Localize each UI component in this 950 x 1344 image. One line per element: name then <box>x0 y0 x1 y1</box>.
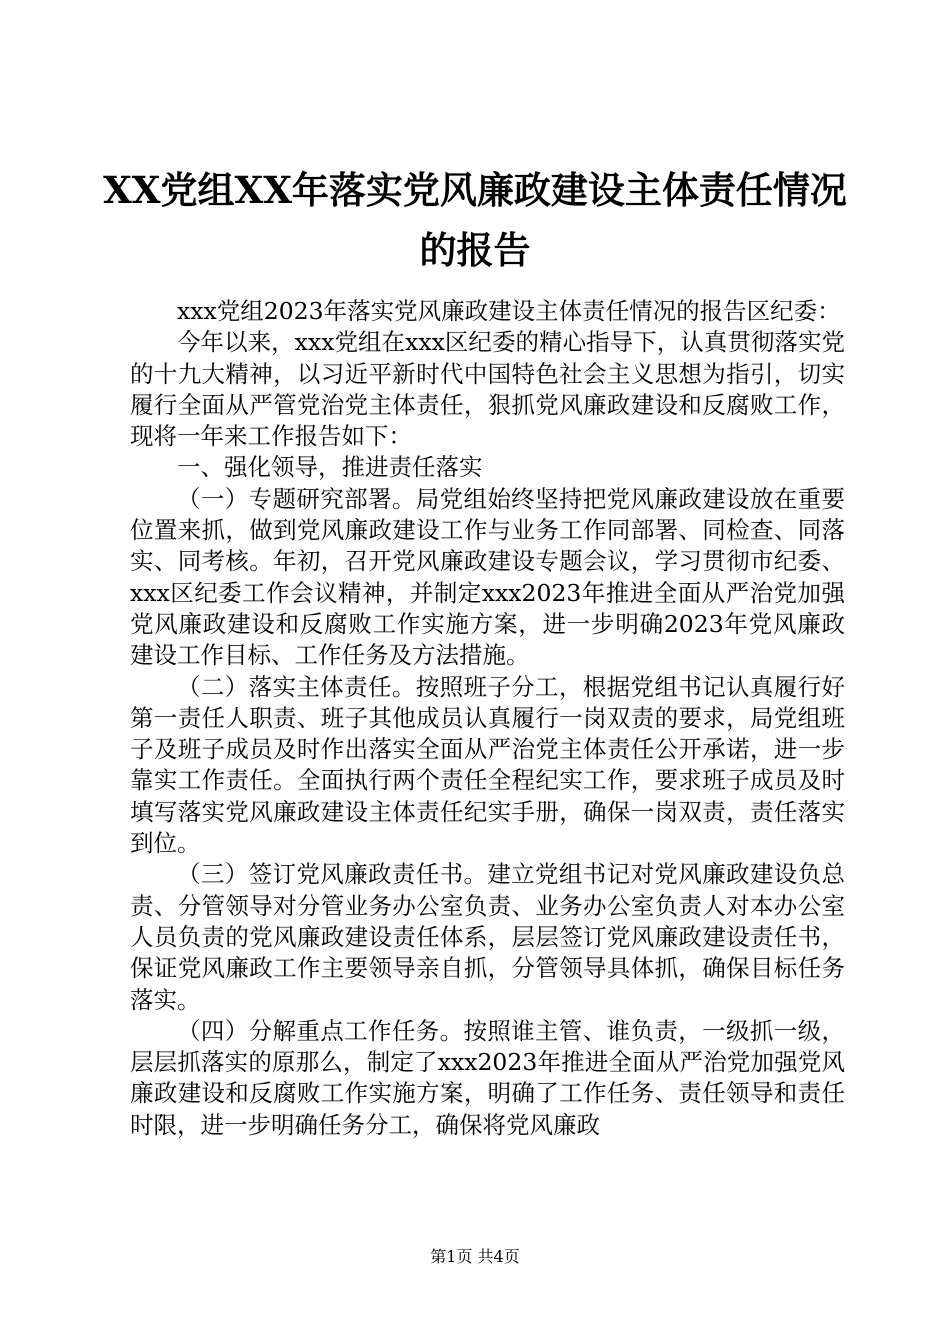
paragraph-item-3: （三）签订党风廉政责任书。建立党组书记对党风廉政建设负总责、分管领导对分管业务办公室负责、业务办公室负责人对本办公室人员负责的党风廉政建设责任体系，层层签订党风廉政建设责任书，保证党风廉政工作主要领导亲自抓，分管领导具体抓，确保目标任务落实。 <box>130 860 845 1014</box>
paragraph-item-1: （一）专题研究部署。局党组始终坚持把党风廉政建设放在重要位置来抓，做到党风廉政建设工作与业务工作同部署、同检查、同落实、同考核。年初，召开党风廉政建设专题会议，学习贯彻市纪委、xxx区纪委工作会议精神，并制定xxx2023年推进全面从严治党加强党风廉政建设和反腐败工作实施方案，进一步明确2023年党风廉政建设工作目标、工作任务及方法措施。 <box>130 484 845 670</box>
page-footer: 第1页 共4页 <box>430 1247 520 1266</box>
document-body <box>130 296 845 1141</box>
document-title-line-2: 的报告 <box>419 228 531 272</box>
paragraph-item-4: （四）分解重点工作任务。按照谁主管、谁负责，一级抓一级，层层抓落实的原那么，制定了xxx2023年推进全面从严治党加强党风廉政建设和反腐败工作实施方案，明确了工作任务、责任领导和责任时限，进一步明确任务分工，确保将党风廉政 <box>130 1016 845 1139</box>
paragraph-item-2: （二）落实主体责任。按照班子分工，根据党组书记认真履行好第一责任人职责、班子其他成员认真履行一岗双责的要求，局党组班子及班子成员及时作出落实全面从严治党主体责任公开承诺，进一步靠实工作责任。全面执行两个责任全程纪实工作，要求班子成员及时填写落实党风廉政建设主体责任纪实手册，确保一岗双责，责任落实到位。 <box>130 672 845 858</box>
paragraph-salutation: xxx党组2023年落实党风廉政建设主体责任情况的报告区纪委： <box>177 297 841 325</box>
document-title-line-1: XX党组XX年落实党风廉政建设主体责任情况 <box>103 168 847 212</box>
paragraph-intro: 今年以来，xxx党组在xxx区纪委的精心指导下，认真贯彻落实党的十九大精神，以习近平新时代中国特色社会主义思想为指引，切实履行全面从严管党治党主体责任，狠抓党风廉政建设和反腐败工作，现将一年来工作报告如下： <box>130 328 845 451</box>
section-heading-1: 一、强化领导，推进责任落实 <box>177 453 483 482</box>
